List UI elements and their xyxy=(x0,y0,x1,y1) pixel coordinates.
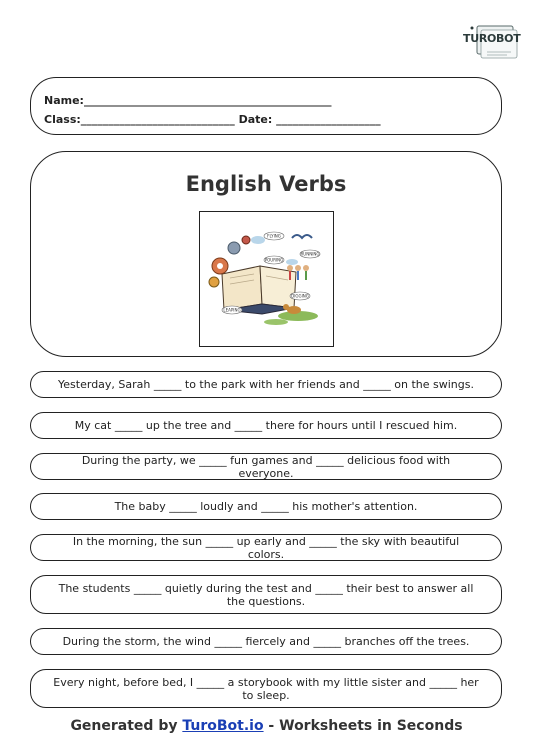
turobot-link[interactable]: TuroBot.io xyxy=(182,718,264,734)
question-1[interactable]: Yesterday, Sarah _____ to the park with her friends and _____ on the swings. xyxy=(30,371,502,398)
name-row xyxy=(44,94,331,107)
class-blank[interactable]: ____________________________ xyxy=(80,113,235,126)
class-label: Class: xyxy=(44,113,81,126)
logo-text: TUROBOT xyxy=(463,32,521,45)
date-blank[interactable]: ___________________ xyxy=(276,113,381,126)
tag-running: RUNNING xyxy=(300,251,320,257)
question-8[interactable]: Every night, before bed, I _____ a storybook with my little sister and _____ her to sleep. xyxy=(30,669,502,708)
tag-digging: DIGGING xyxy=(291,293,309,299)
name-label: Name: xyxy=(44,94,84,107)
question-4[interactable]: The baby _____ loudly and _____ his mother's attention. xyxy=(30,493,502,520)
tag-pouring: POURING xyxy=(264,257,284,263)
illustration-frame xyxy=(199,211,334,347)
title-box xyxy=(30,151,502,357)
question-5[interactable]: In the morning, the sun _____ up early and _____ the sky with beautiful colors. xyxy=(30,534,502,561)
name-blank[interactable]: _____________________________________________ xyxy=(83,94,332,107)
question-2[interactable]: My cat _____ up the tree and _____ there for hours until I rescued him. xyxy=(30,412,502,439)
question-6[interactable]: The students _____ quietly during the test and _____ their best to answer all the questions. xyxy=(30,575,502,614)
footer-prefix: Generated by xyxy=(70,718,183,734)
date-label: Date: xyxy=(238,113,273,126)
student-info-box xyxy=(30,77,502,135)
class-date-row xyxy=(44,113,381,126)
question-3[interactable]: During the party, we _____ fun games and _____ delicious food with everyone. xyxy=(30,453,502,480)
tag-flying: FLYING xyxy=(267,233,281,239)
verbs-illustration xyxy=(200,212,333,346)
question-7[interactable]: During the storm, the wind _____ fiercely and _____ branches off the trees. xyxy=(30,628,502,655)
tag-leaping: LEAPING xyxy=(223,307,241,313)
turobot-logo xyxy=(463,24,521,60)
worksheet-title: English Verbs xyxy=(185,172,347,196)
footer-suffix: - Worksheets in Seconds xyxy=(263,718,463,734)
footer xyxy=(0,718,533,734)
